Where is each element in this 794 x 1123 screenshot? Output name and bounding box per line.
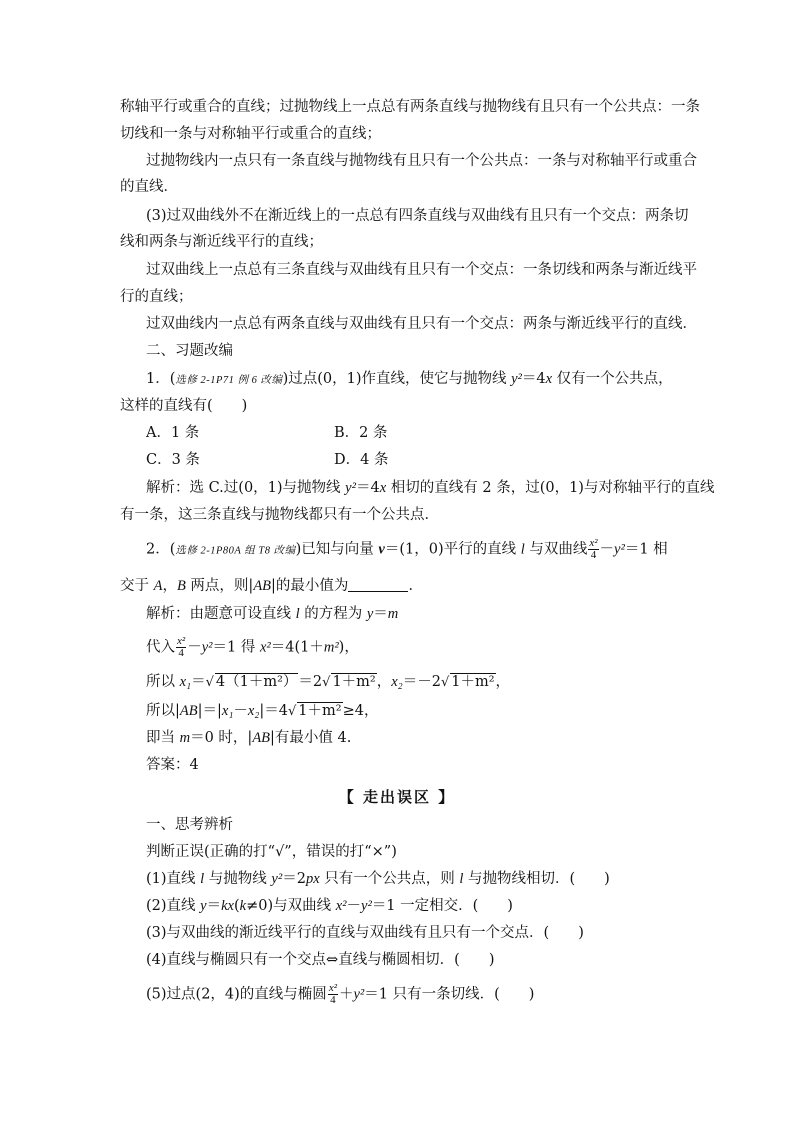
paragraph-line: 的直线． xyxy=(120,179,178,195)
q2-text: )已知与向量 xyxy=(295,541,379,558)
q2-solution-3: 所以 x₁＝√ 4（1＋m²）＝2√ 1＋m²，x₂＝－2√ 1＋m²， xyxy=(146,674,511,690)
q2-source: 选修 2-1P80A 组 T8 改编 xyxy=(175,545,296,557)
fraction-x2-over-4: $\frac{\text{x²}}{4}$ xyxy=(589,537,598,561)
q1-source: 选修 2-1P71 例 6 改编 xyxy=(175,375,283,386)
question-2-line2: 交于 A，B 两点，则|AB|的最小值为 ． xyxy=(120,578,423,594)
paragraph-line: 行的直线； xyxy=(120,289,193,305)
math-var: y² xyxy=(614,541,625,558)
math-var: x xyxy=(545,371,553,387)
q2-solution-5: 即当 m＝0 时，|AB|有最小值 4. xyxy=(146,730,352,746)
question-2 xyxy=(146,538,668,562)
q1-text: )过点(0，1)作直线，使它与抛物线 xyxy=(282,371,512,387)
q2-text: ＝1 相 xyxy=(624,541,668,558)
paragraph-line: 过双曲线内一点总有两条直线与双曲线有且只有一个交点：两条与渐近线平行的直线． xyxy=(146,316,697,332)
q1-solution xyxy=(146,478,714,498)
q2-solution-4: 所以|AB|＝|x₁－x₂|＝4√ 1＋m²≥4， xyxy=(146,703,379,719)
paragraph-line: 过抛物线内一点只有一条直线与抛物线有且只有一个公共点：一条与对称轴平行或重合 xyxy=(146,153,697,169)
section-heading: 二、习题改编 xyxy=(146,343,233,359)
option-a: A．1 条 xyxy=(146,425,200,441)
question-1 xyxy=(146,369,673,391)
q2-solution-1: 解析：由题意可设直线 l 的方程为 y＝m xyxy=(146,606,399,622)
q1-solution-line2: 有一条，这三条直线与抛物线都只有一个公共点． xyxy=(120,507,439,523)
paragraph-line: 切线和一条与对称轴平行或重合的直线； xyxy=(120,126,381,142)
math-var: l xyxy=(520,541,525,558)
judge-item-1: (1)直线 l 与抛物线 y²＝2px 只有一个公共点，则 l 与抛物线相切．( ) xyxy=(146,871,610,887)
option-c: C．3 条 xyxy=(146,452,200,468)
judge-item-2: (2)直线 y＝kx(k≠0)与双曲线 x²－y²＝1 一定相交．( ) xyxy=(146,898,513,914)
q1-solution-text: 相切的直线有 2 条，过(0，1)与对称轴平行的直线 xyxy=(386,480,715,496)
paragraph-line: 称轴平行或重合的直线；过抛物线上一点总有两条直线与抛物线有且只有一个公共点：一条 xyxy=(120,99,700,115)
math-var: y² xyxy=(511,371,522,387)
judge-item-3: (3)与双曲线的渐近线平行的直线与双曲线有且只有一个交点．( ) xyxy=(146,925,584,941)
option-b: B．2 条 xyxy=(334,425,388,441)
paragraph-line: 过双曲线上一点总有三条直线与双曲线有且只有一个交点：一条切线和两条与渐近线平 xyxy=(146,262,697,278)
option-d: D．4 条 xyxy=(334,452,389,468)
answer-blank xyxy=(348,577,408,592)
paragraph-line: 线和两条与渐近线平行的直线； xyxy=(120,234,323,250)
q2-number: 2．( xyxy=(146,541,176,558)
q2-solution-2: 代入 $\frac{\text{x²}}{4}$ －y²＝1 得 x²＝4(1＋m²)， xyxy=(146,635,359,659)
q2-text: ＝(1，0)平行的直线 xyxy=(384,541,521,558)
fraction-x2-over-4: $\frac{\text{x²}}{4}$ xyxy=(328,982,337,1006)
answer-line: 答案：4 xyxy=(146,757,199,773)
paragraph-line: (3)过双曲线外不在渐近线上的一点总有四条直线与双曲线有且只有一个交点：两条切 xyxy=(146,208,689,224)
section-title: 【 走出误区 】 xyxy=(338,788,456,806)
judge-item-5: (5)过点(2，4)的直线与椭圆 $\frac{\text{x²}}{4}$ ＋y²＝1 只有一条切线．( ) xyxy=(146,982,535,1006)
math-var: x xyxy=(379,480,387,496)
q2-text: － xyxy=(599,541,615,558)
q1-number: 1．( xyxy=(146,371,176,387)
q1-text: ＝4 xyxy=(521,371,546,387)
section-heading: 一、思考辨析 xyxy=(146,817,233,833)
fraction-x2-over-4: $\frac{\text{x²}}{4}$ xyxy=(177,635,186,659)
q2-text: 与双曲线 xyxy=(524,541,588,558)
judge-item-4: (4)直线与椭圆只有一个交点⇔直线与椭圆相切．( ) xyxy=(146,952,495,968)
q1-solution-text: 解析：选 C.过(0，1)与抛物线 xyxy=(146,480,346,496)
judge-intro: 判断正误(正确的打“√”，错误的打“×”) xyxy=(146,844,397,860)
math-var: y² xyxy=(345,480,356,496)
vector-v: v xyxy=(378,541,385,558)
question-1-line2: 这样的直线有( ) xyxy=(120,398,248,414)
q1-solution-text: ＝4 xyxy=(355,480,380,496)
q1-text: 仅有一个公共点， xyxy=(552,371,673,387)
